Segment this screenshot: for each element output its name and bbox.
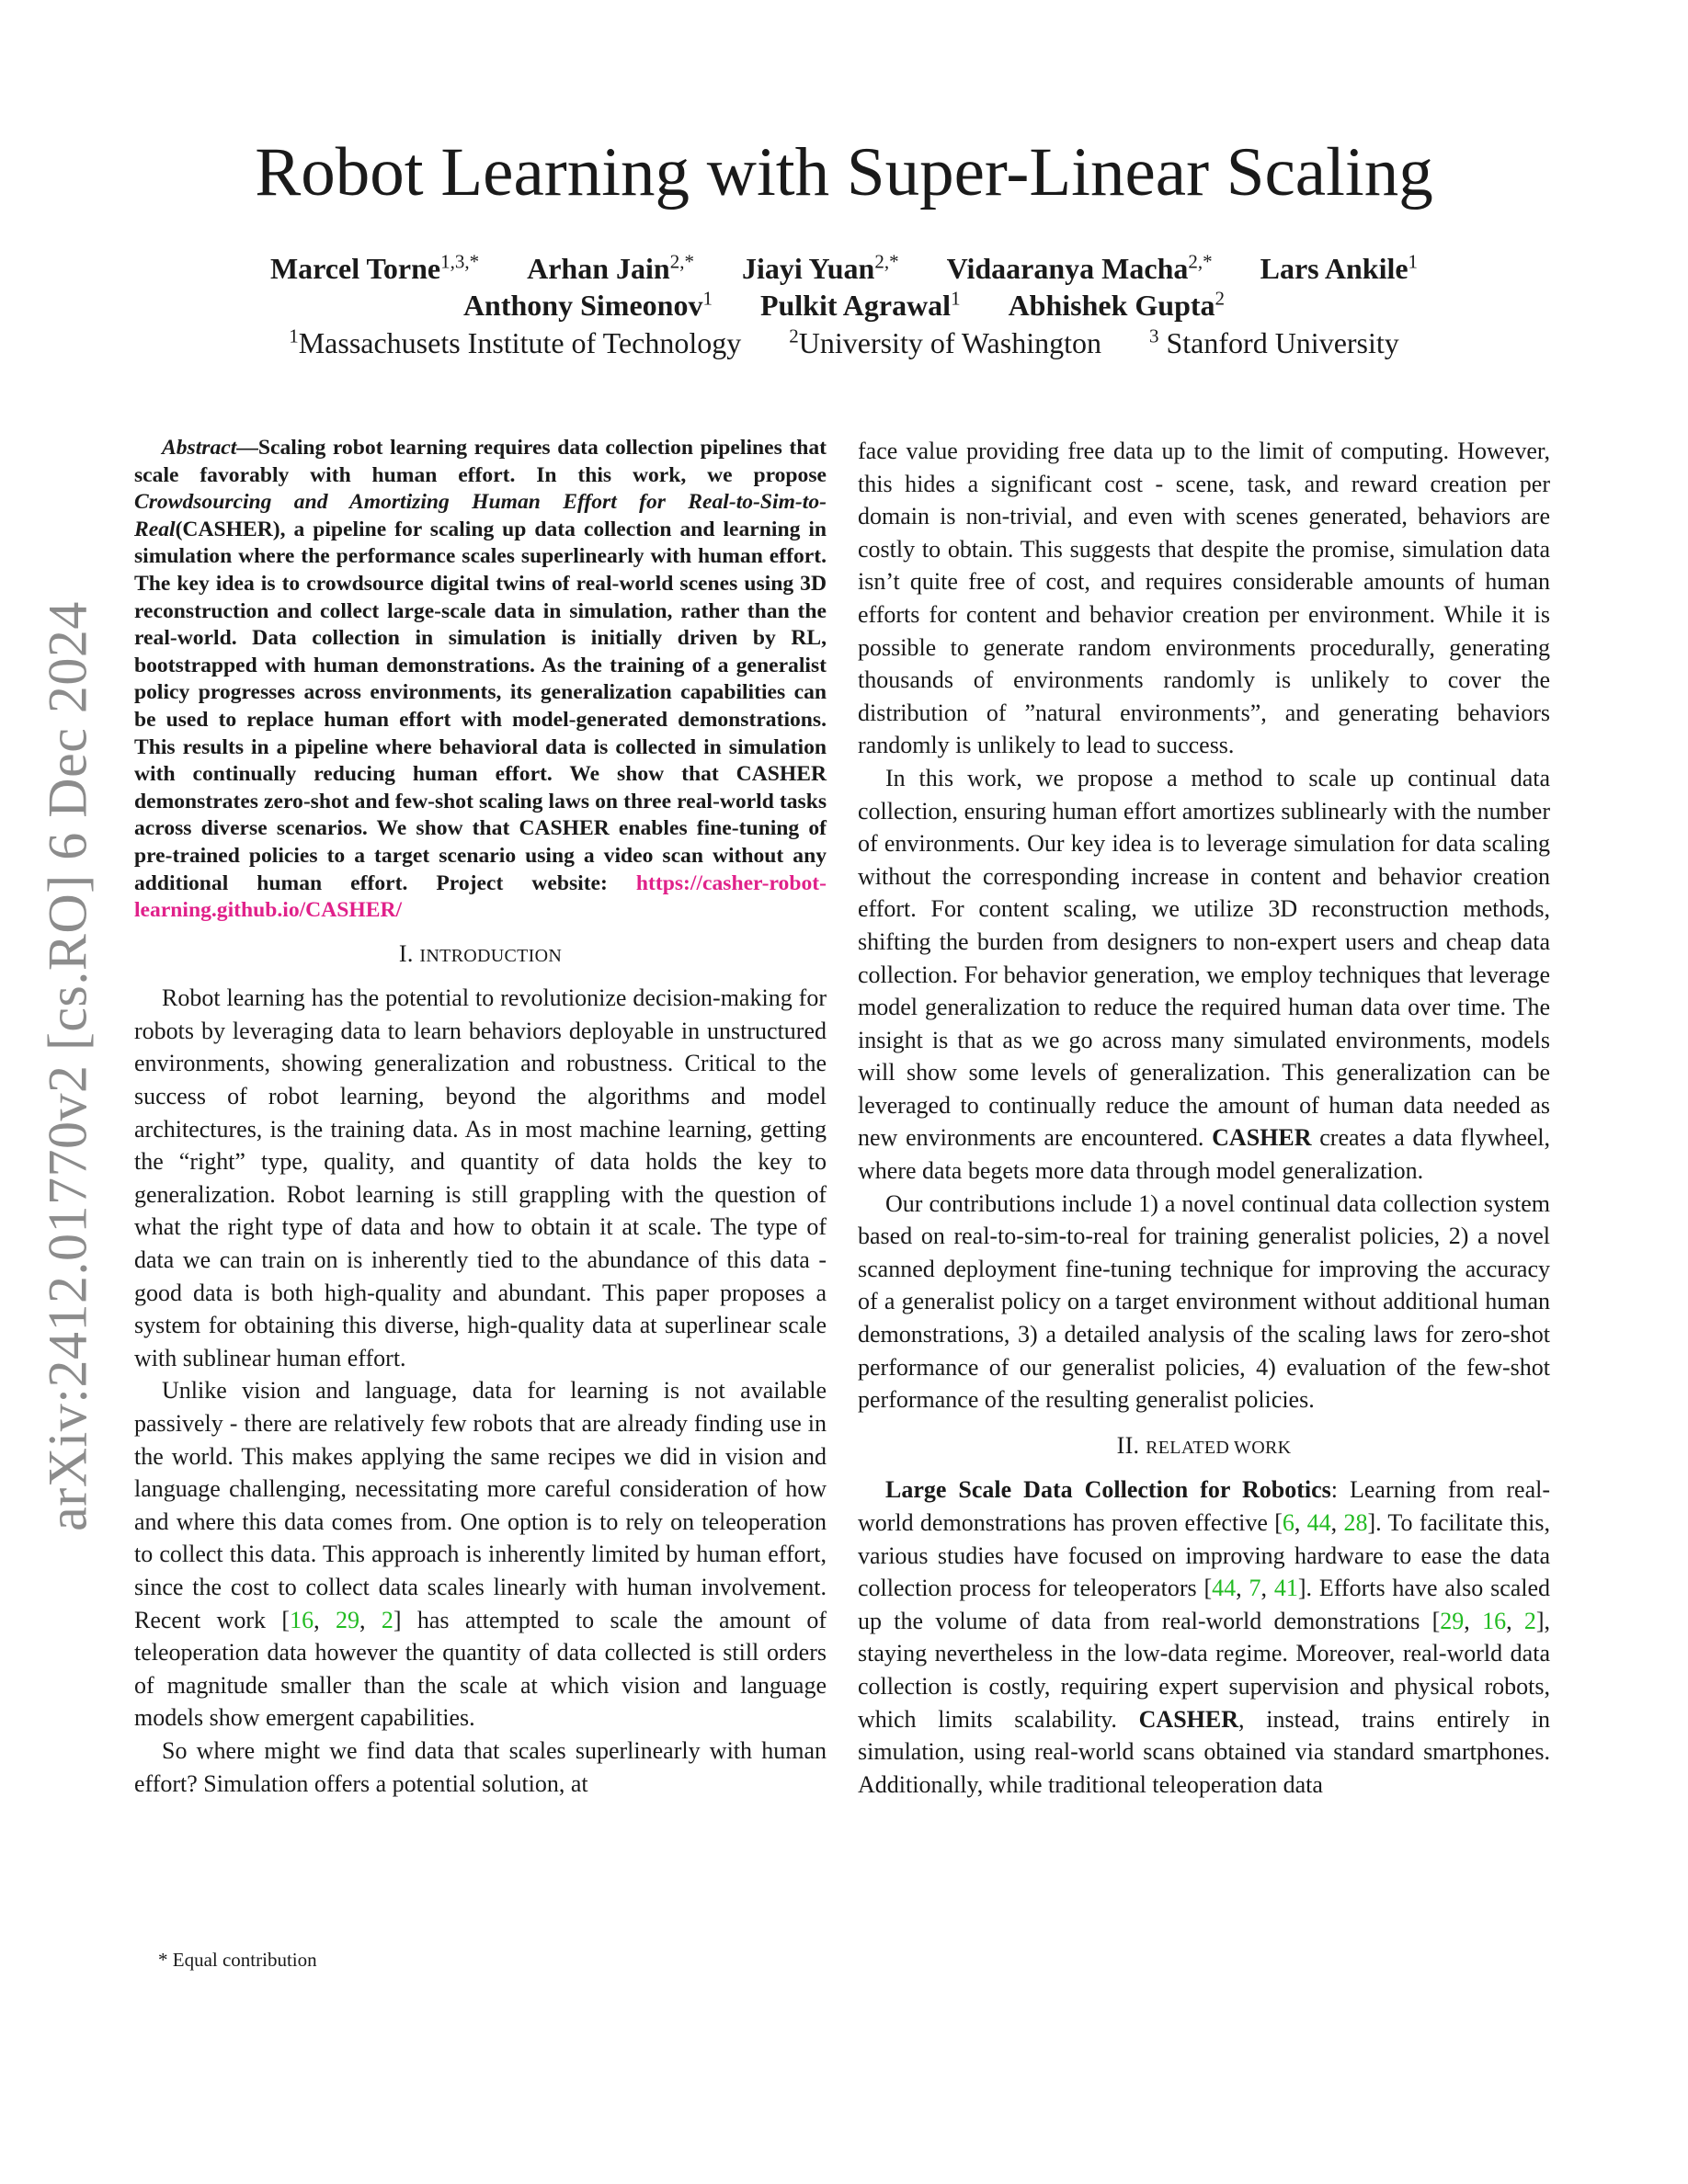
arxiv-identifier: arXiv:2412.01770v2 [cs.RO] 6 Dec 2024 [37,601,98,1531]
author: Arhan Jain$^{2,*}$ [527,250,694,285]
section-heading-related-work: II. RELATED WORK [1116,1431,1292,1459]
citation-link[interactable]: 29 [335,1606,359,1633]
author-line-1 [0,250,1688,287]
author: Pulkit Agrawal$^1$ [759,287,961,322]
affiliations [0,326,1688,360]
arxiv-sidebar [31,588,105,1544]
citation-link[interactable]: 16 [290,1606,314,1633]
right-column [858,435,1550,1801]
citation-link[interactable]: 7 [1249,1575,1261,1602]
author: Jiayi Yuan$^{2,*}$ [741,250,899,285]
affiliation: $^1$Massachusets Institute of Technology [289,324,742,359]
affiliation: $^2$University of Washington [789,324,1101,359]
intro-paragraph: Our contributions include 1) a novel continual data collection system based on real-to-sim-to-real for training generalist policies, 2) a novel scanned deployment fine-tuning technique for improving the accuracy of a generalist policy on a target environment without additional human demonstrations, 3) a detailed analysis of the scaling laws for zero-shot performance of our generalist policies, 4) evaluation of the few-shot performance of the resulting generalist policies. [858,1189,1550,1414]
citation-link[interactable]: 6 [1282,1509,1295,1536]
author: Marcel Torne$^{1,3,*}$ [269,250,480,285]
footnote: * Equal contribution [158,1949,317,1971]
citation-link[interactable]: 41 [1273,1575,1298,1602]
related-work-paragraph: Large Scale Data Collection for Robotics: Learning from real-world demonstrations has proven effective [6, 44, 28]. To facilitate this, various studies have focused on improving hardware to ease the data collection process for teleoperators [44, 7, 41]. Efforts have also scaled up the volume of data from real-world demonstrations [29, 16, 2], staying nevertheless in the low-data regime. Moreover, real-world data collection is costly, requiring expert supervision and physical robots, which limits scalability. CASHER, instead, trains entirely in simulation, using real-world scans obtained via standard smartphones. Additionally, while traditional teleoperation data [858,1476,1551,1798]
intro-paragraph: In this work, we propose a method to scale up continual data collection, ensuring human effort amortizes sublinearly with the number of environments. Our key idea is to leverage simulation for data scaling without the corresponding increase in content and behavior creation effort. For content scaling, we utilize 3D reconstruction methods, shifting the burden from designers to non-expert users and cheap data collection. For behavior generation, we employ techniques that leverage model generalization to reduce the required human data over time. The insight is that as we go across many simulated environments, models will show some levels of generalization. This generalization can be leveraged to continually reduce the amount of human data needed as new environments are encountered. CASHER creates a data flywheel, where data begets more data through model generalization. [858,764,1551,1185]
paper-title: Robot Learning with Super-Linear Scaling [255,134,1433,210]
abstract: Abstract—Scaling robot learning requires data collection pipelines that scale favorably with human effort. In this work, we propose Crowdsourcing and Amortizing Human Effort for Real-to-Sim-to-Real(CASHER), a pipeline for scaling up data collection and learning in simulation where the performance scales superlinearly with human effort. The key idea is to crowdsource digital twins of real-world scenes using 3D reconstruction and collect large-scale data in simulation, rather than the real-world. Data collection in simulation is initially driven by RL, bootstrapped with human demonstrations. As the training of a generalist policy progresses across environments, its generalization capabilities can be used to replace human effort with model-generated demonstrations. This results in a pipeline where behavioral data is collected in simulation with continually reducing human effort. We show that CASHER demonstrates zero-shot and few-shot scaling laws on three real-world tasks across diverse scenarios. We show that CASHER enables fine-tuning of pre-trained policies to a target scenario using a video scan without any additional human effort. Project website: https://casher-robot-learning.github.io/CASHER/ [134,436,827,923]
section-heading-introduction: I. INTRODUCTION [398,939,563,967]
intro-paragraph: Robot learning has the potential to revolutionize decision-making for robots by leveraging data to learn behaviors deployable in unstructured environments, showing generalization and robustness. Critical to the success of robot learning, beyond the algorithms and model architectures, is the training data. As in most machine learning, getting the “right” type, quality, and quantity of data holds the key to generalization. Robot learning is still grappling with the question of what the right type of data and how to obtain it at scale. The type of data we can train on is inherently tied to the abundance of this data - good data is both high-quality and abundant. This paper proposes a system for obtaining this diverse, high-quality data at superlinear scale with sublinear human effort. [134,984,827,1371]
intro-paragraph: Unlike vision and language, data for learning is not available passively - there are relatively few robots that are already finding use in the world. This makes applying the same recipes we did in vision and language challenging, necessitating more careful consideration of how and where this data comes from. One option is to rely on teleoperation to collect this data. This approach is inherently limited by human effort, since the cost to collect data scales linearly with human involvement. Recent work [16, 29, 2] has attempted to scale the amount of teleoperation data however the quantity of data collected is still orders of magnitude smaller than the scale at which vision and language models show emergent capabilities. [134,1377,827,1732]
citation-link[interactable]: 2 [381,1606,393,1633]
intro-paragraph-continued: face value providing free data up to the limit of computing. However, this hides a significant cost - scene, task, and reward creation per domain is non-trivial, and even with scenes generated, behaviors are costly to obtain. This suggests that despite the promise, simulation data isn’t quite free of cost, and requires considerable amounts of human efforts for content and behavior creation per environment. While it is possible to generate random environments procedurally, generating thousands of environments randomly is unlikely to cover the distribution of ”natural environments”, and generating behaviors randomly is unlikely to lead to success. [858,438,1550,759]
author: Vidaaranya Macha$^{2,*}$ [946,250,1213,285]
citation-link[interactable]: 44 [1212,1575,1237,1602]
affiliation: $^3$ Stanford University [1148,324,1399,359]
author: Lars Ankile$^1$ [1260,250,1419,285]
citation-link[interactable]: 2 [1523,1607,1536,1634]
author: Anthony Simeonov$^1$ [462,287,713,322]
project-website-link[interactable]: https://casher-robot-learning.github.io/CASHER/ [134,870,827,923]
author-line-2 [0,287,1688,324]
citation-link[interactable]: 29 [1440,1607,1465,1634]
author: Abhishek Gupta$^2$ [1008,287,1226,322]
citation-link[interactable]: 28 [1343,1509,1368,1536]
author-list [0,250,1688,324]
intro-paragraph: So where might we find data that scales superlinearly with human effort? Simulation offers a potential solution, at [134,1736,827,1797]
citation-link[interactable]: 44 [1306,1509,1331,1536]
citation-link[interactable]: 16 [1482,1607,1507,1634]
left-column [134,435,827,1800]
